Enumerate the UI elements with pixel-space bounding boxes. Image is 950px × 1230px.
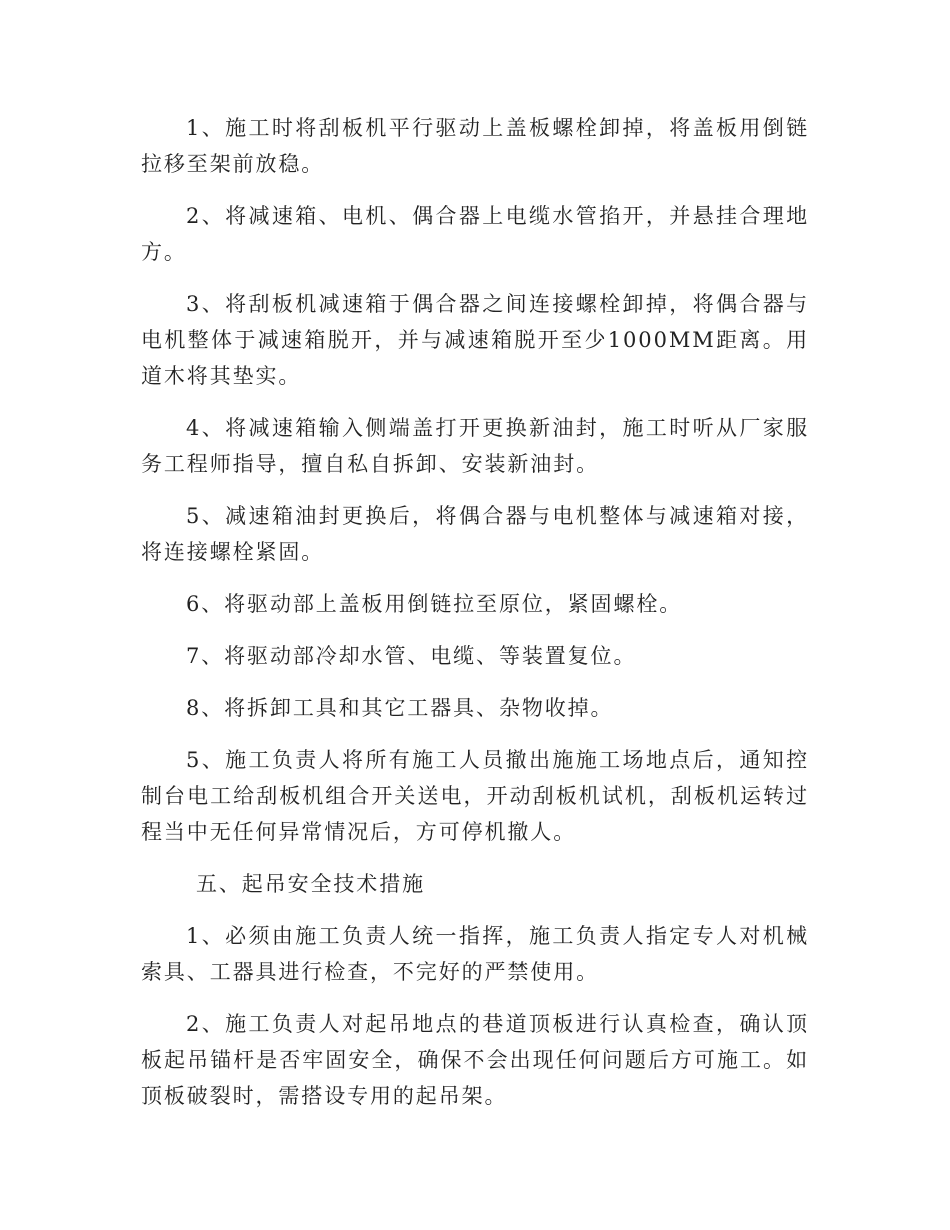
document-body — [141, 110, 809, 1130]
paragraph-step-7: 7、将驱动部冷却水管、电缆、等装置复位。 — [186, 644, 637, 668]
paragraph-lift-1: 1、必须由施工负责人统一指挥，施工负责人指定专人对机械索具、工器具进行检查，不完好的严禁使用。 — [141, 924, 809, 984]
paragraph-step-4: 4、将减速箱输入侧端盖打开更换新油封，施工时听从厂家服务工程师指导，擅自私自拆卸、安装新油封。 — [141, 416, 809, 476]
paragraph-step-3: 3、将刮板机减速箱于偶合器之间连接螺栓卸掉，将偶合器与电机整体于减速箱脱开，并与减速箱脱开至少1000MM距离。用道木将其垫实。 — [141, 292, 809, 388]
paragraph-lift-2: 2、施工负责人对起吊地点的巷道顶板进行认真检查，确认顶板起吊锚杆是否牢固安全，确保不会出现任何问题后方可施工。如顶板破裂时，需搭设专用的起吊架。 — [141, 1012, 809, 1108]
paragraph-step-5: 5、减速箱油封更换后，将偶合器与电机整体与减速箱对接，将连接螺栓紧固。 — [141, 504, 809, 564]
paragraph-step-5b: 5、施工负责人将所有施工人员撤出施施工场地点后，通知控制台电工给刮板机组合开关送电，开动刮板机试机，刮板机运转过程当中无任何异常情况后，方可停机撤人。 — [141, 748, 809, 844]
paragraph-step-2: 2、将减速箱、电机、偶合器上电缆水管掐开，并悬挂合理地方。 — [141, 204, 809, 264]
paragraph-step-8: 8、将拆卸工具和其它工器具、杂物收掉。 — [186, 696, 614, 720]
paragraph-step-1: 1、施工时将刮板机平行驱动上盖板螺栓卸掉，将盖板用倒链拉移至架前放稳。 — [141, 116, 809, 176]
section-heading: 五、起吊安全技术措施 — [196, 872, 425, 896]
paragraph-step-6: 6、将驱动部上盖板用倒链拉至原位，紧固螺栓。 — [186, 592, 683, 616]
